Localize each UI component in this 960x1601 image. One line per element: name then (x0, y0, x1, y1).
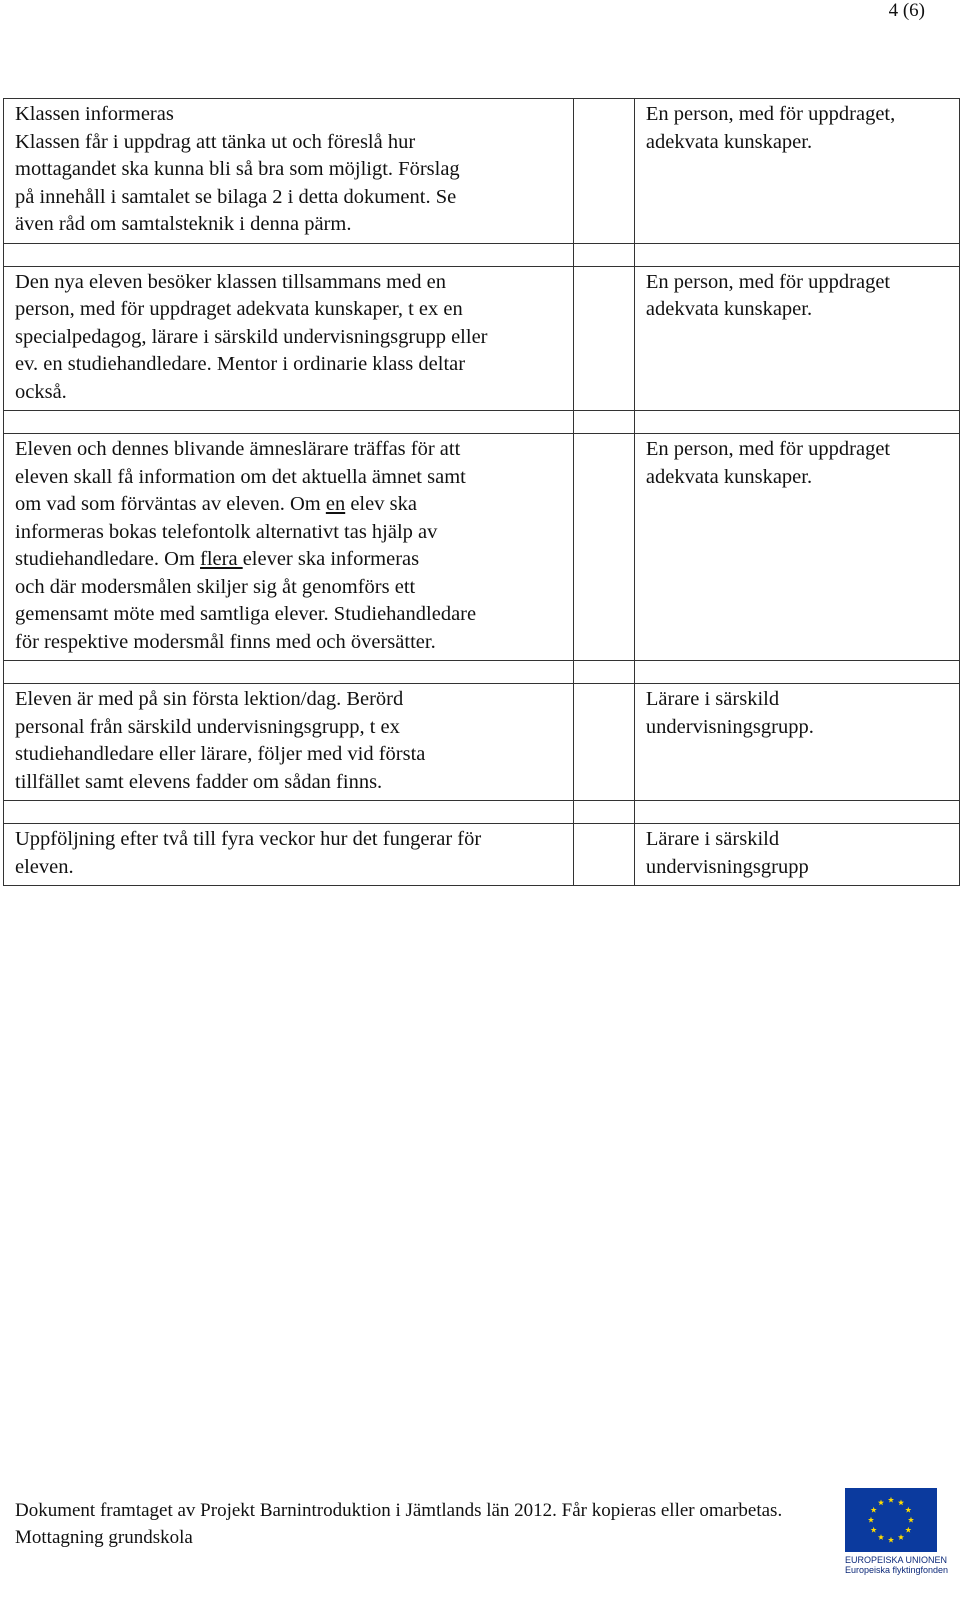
responsible-cell (634, 266, 959, 411)
empty-cell (573, 434, 634, 661)
task-cell (4, 266, 574, 411)
underlined-word: en (325, 493, 346, 515)
task-text-line: också. (15, 380, 67, 403)
page-number: 4 (6) (888, 0, 925, 21)
responsible-text-line: En person, med för uppdraget (645, 438, 891, 460)
text-fragment: elever ska informeras (242, 548, 420, 570)
task-text-line: person, med för uppdraget adekvata kunskaper, t ex en (15, 298, 463, 320)
task-text-line (15, 491, 567, 519)
task-text-line: Uppföljning efter två till fyra veckor hur det fungerar för (15, 828, 482, 850)
task-cell (4, 99, 574, 244)
responsible-text-line: Lärare i särskild (645, 688, 780, 710)
text-fragment: om vad som förväntas av eleven. Om (15, 493, 326, 515)
table-row (4, 99, 960, 244)
task-text-line: Klassen får i uppdrag att tänka ut och föreslå hur (15, 130, 416, 153)
spacer-row (4, 661, 960, 684)
task-text-line: studiehandledare eller lärare, följer med vid första (15, 743, 426, 765)
task-text-line: Klassen informeras (15, 103, 174, 125)
page-footer (15, 1497, 782, 1551)
task-text-line (15, 546, 567, 574)
responsible-text-line: undervisningsgrupp (645, 855, 809, 878)
task-text-line: eleven. (15, 855, 74, 878)
responsible-text-line: En person, med för uppdraget (645, 270, 891, 293)
spacer-row (4, 801, 960, 824)
eu-caption-line: EUROPEISKA UNIONEN (845, 1555, 948, 1565)
task-text-line: mottagandet ska kunna bli så bra som möjligt. Förslag (15, 158, 460, 180)
responsible-text-line: adekvata kunskaper. (645, 298, 813, 320)
task-text-line: för respektive modersmål finns med och översätter. (15, 630, 436, 653)
empty-cell (573, 824, 634, 886)
eu-logo-caption (845, 1555, 949, 1575)
responsible-text-line: En person, med för uppdraget, (645, 103, 896, 125)
responsible-text-line: Lärare i särskild (645, 828, 780, 850)
spacer-row (4, 243, 960, 266)
eu-caption-line: Europeiska flyktingfonden (845, 1565, 949, 1575)
table-row (4, 434, 960, 661)
footer-credit: Dokument framtaget av Projekt Barnintroduktion i Jämtlands län 2012. Får kopieras eller omarbetas. (15, 1500, 783, 1521)
spacer-row (4, 411, 960, 434)
task-cell (4, 434, 574, 661)
task-text-line: även råd om samtalsteknik i denna pärm. (15, 213, 352, 235)
task-text-line: Eleven och dennes blivande ämneslärare träffas för att (15, 438, 461, 460)
empty-cell (573, 99, 634, 244)
task-text-line: ev. en studiehandledare. Mentor i ordinarie klass deltar (15, 353, 466, 375)
table-row (4, 684, 960, 801)
responsible-text-line: undervisningsgrupp. (645, 715, 814, 738)
empty-cell (573, 266, 634, 411)
responsible-cell (634, 684, 959, 801)
text-fragment: studiehandledare. Om (15, 548, 201, 570)
responsible-text-line: adekvata kunskaper. (645, 465, 813, 488)
responsible-cell (634, 434, 959, 661)
responsible-cell (634, 824, 959, 886)
underlined-word: flera (200, 548, 243, 570)
eu-flag-icon (845, 1488, 937, 1552)
table-row (4, 266, 960, 411)
task-text-line: Den nya eleven besöker klassen tillsammans med en (15, 270, 446, 293)
task-text-line: tillfället samt elevens fadder om sådan finns. (15, 770, 383, 793)
empty-cell (573, 684, 634, 801)
text-fragment: elev ska (345, 493, 417, 515)
task-text-line: Eleven är med på sin första lektion/dag. Berörd (15, 688, 404, 710)
reception-plan-table (3, 98, 960, 886)
task-text-line: personal från särskild undervisningsgrupp, t ex (15, 715, 400, 738)
eu-logo (845, 1488, 949, 1598)
task-text-line: specialpedagog, lärare i särskild undervisningsgrupp eller (15, 325, 488, 348)
responsible-cell (634, 99, 959, 244)
task-text-line: och där modersmålen skiljer sig åt genomförs ett (15, 575, 416, 598)
table-row (4, 824, 960, 886)
task-cell (4, 824, 574, 886)
task-cell (4, 684, 574, 801)
task-text-line: eleven skall få information om det aktuella ämnet samt (15, 465, 466, 488)
task-text-line: på innehåll i samtalet se bilaga 2 i detta dokument. Se (15, 185, 457, 208)
footer-document-title: Mottagning grundskola (15, 1527, 193, 1548)
task-text-line: gemensamt möte med samtliga elever. Studiehandledare (15, 603, 477, 625)
responsible-text-line: adekvata kunskaper. (645, 130, 813, 153)
task-text-line: informeras bokas telefontolk alternativt tas hjälp av (15, 520, 438, 543)
